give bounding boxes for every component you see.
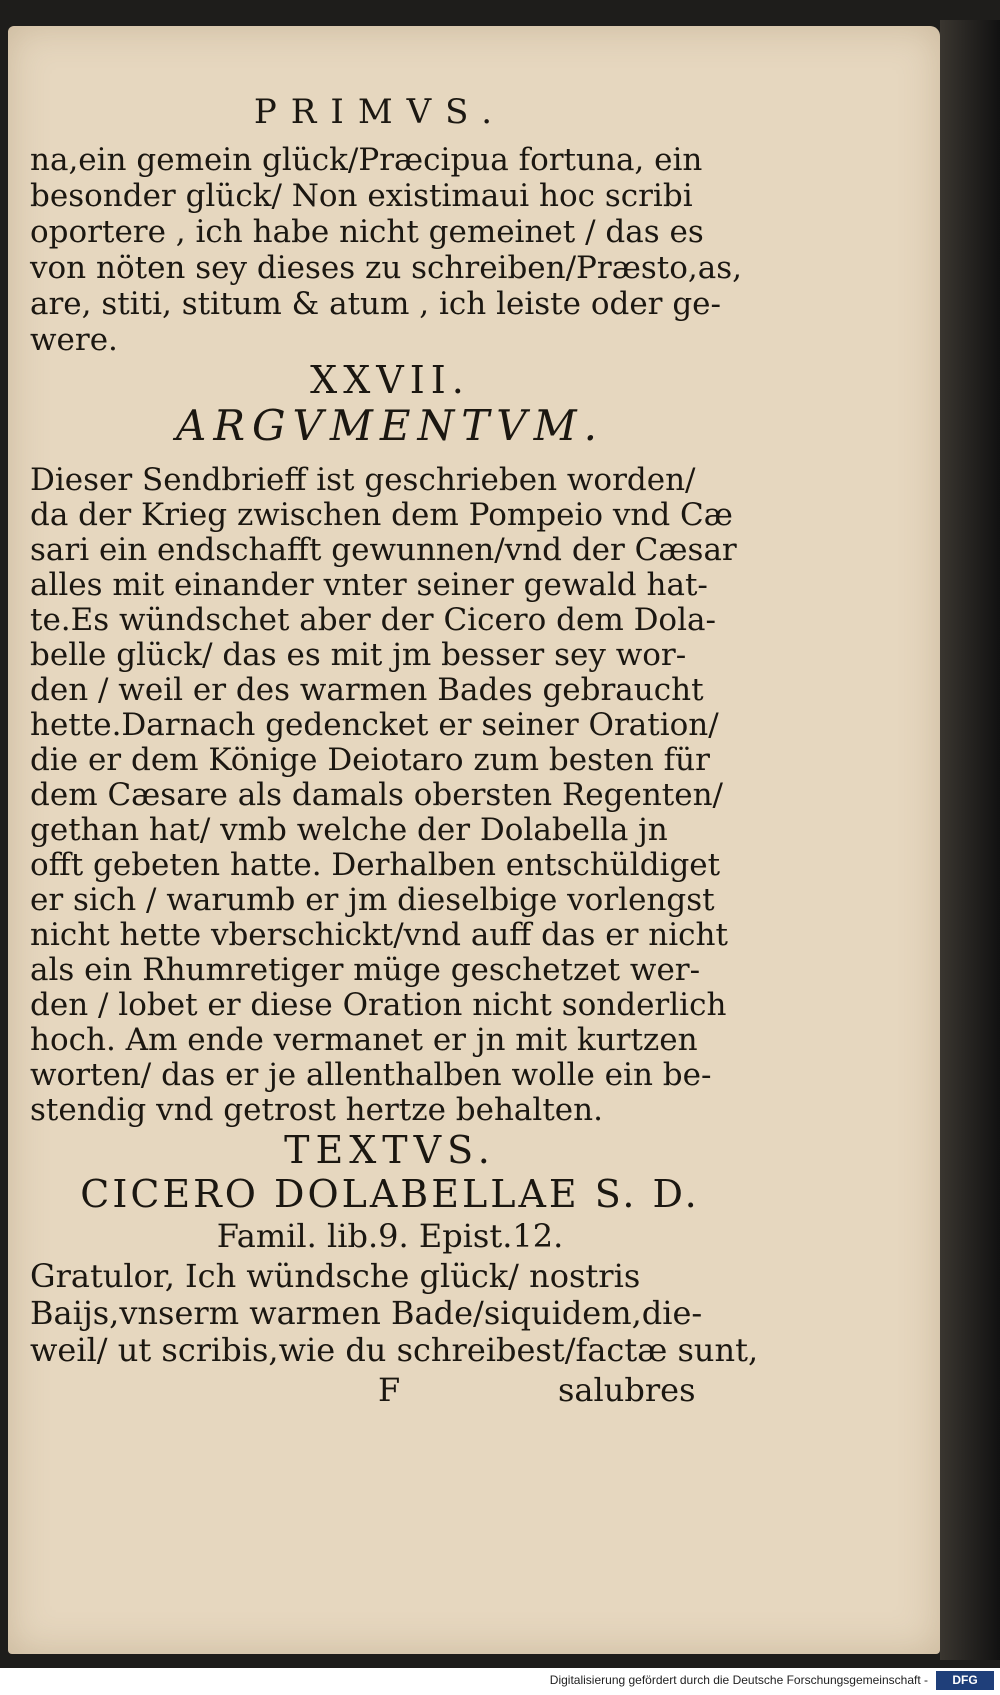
argumentum-line: sari ein endschafft gewunnen/vnd der Cæsar — [30, 532, 737, 568]
text-line: are, stiti, stitum & atum , ich leiste oder ge- — [30, 286, 722, 322]
argumentum-line: er sich / warumb er jm dieselbige vorlengst — [30, 882, 715, 918]
footer-credit: Digitalisierung gefördert durch die Deutsche Forschungsgemeinschaft - — [549, 1673, 928, 1687]
argumentum-line: alles mit einander vnter seiner gewald hat- — [30, 567, 708, 603]
argumentum-heading: ARGVMENTVM. — [176, 401, 604, 450]
argumentum-line: den / weil er des warmen Bades gebraucht — [30, 672, 704, 708]
text-line: von nöten sey dieses zu schreiben/Præsto,as, — [30, 250, 743, 286]
argumentum-line: da der Krieg zwischen dem Pompeio vnd Cæ — [30, 497, 733, 533]
argumentum-line: als ein Rhumretiger müge geschetzet wer- — [30, 952, 701, 988]
dfg-logo: DFG — [936, 1671, 994, 1690]
text-line: were. — [30, 322, 118, 358]
letter-source: Famil. lib.9. Epist.12. — [216, 1217, 564, 1255]
argumentum-line: offt gebeten hatte. Derhalben entschüldiget — [30, 847, 721, 883]
textus-heading: TEXTVS. — [284, 1128, 496, 1172]
argumentum-line: belle glück/ das es mit jm besser sey wor- — [30, 637, 687, 673]
running-header: PRIMVS. — [253, 92, 507, 132]
signature-mark: F — [378, 1371, 401, 1409]
catchword: salubres — [558, 1371, 696, 1409]
argumentum-line: die er dem Könige Deiotaro zum besten für — [30, 742, 710, 778]
argumentum-line: te.Es wündschet aber der Cicero dem Dola- — [30, 602, 716, 638]
argumentum-line: nicht hette vberschickt/vnd auff das er nicht — [30, 917, 728, 953]
textus-line: weil/ ut scribis,wie du schreibest/factæ sunt, — [30, 1331, 759, 1369]
argumentum-line: dem Cæsare als damals obersten Regenten/ — [30, 777, 724, 813]
argumentum-line: Dieser Sendbrieff ist geschrieben worden/ — [30, 462, 696, 498]
textus-line: Gratulor, Ich wündsche glück/ nostris — [30, 1257, 641, 1295]
argumentum-line: hoch. Am ende vermanet er jn mit kurtzen — [30, 1022, 698, 1058]
argumentum-line: worten/ das er je allenthalben wolle ein be- — [30, 1057, 712, 1093]
argumentum-line: den / lobet er diese Oration nicht sonderlich — [30, 987, 727, 1023]
argumentum-line: gethan hat/ vmb welche der Dolabella jn — [30, 812, 668, 848]
section-number: XXVII. — [310, 358, 470, 402]
argumentum-line: stendig vnd getrost hertze behalten. — [30, 1092, 603, 1128]
text-line: oportere , ich habe nicht gemeinet / das es — [30, 214, 704, 250]
letter-heading: CICERO DOLABELLAE S. D. — [80, 1172, 700, 1216]
book-gutter — [940, 20, 1000, 1660]
text-line: na,ein gemein glück/Præcipua fortuna, ein — [30, 142, 703, 178]
textus-line: Baijs,vnserm warmen Bade/siquidem,die- — [30, 1294, 703, 1332]
footer-bar — [0, 1668, 1000, 1695]
text-line: besonder glück/ Non existimaui hoc scribi — [30, 178, 693, 214]
argumentum-line: hette.Darnach gedencket er seiner Oration/ — [30, 707, 719, 743]
